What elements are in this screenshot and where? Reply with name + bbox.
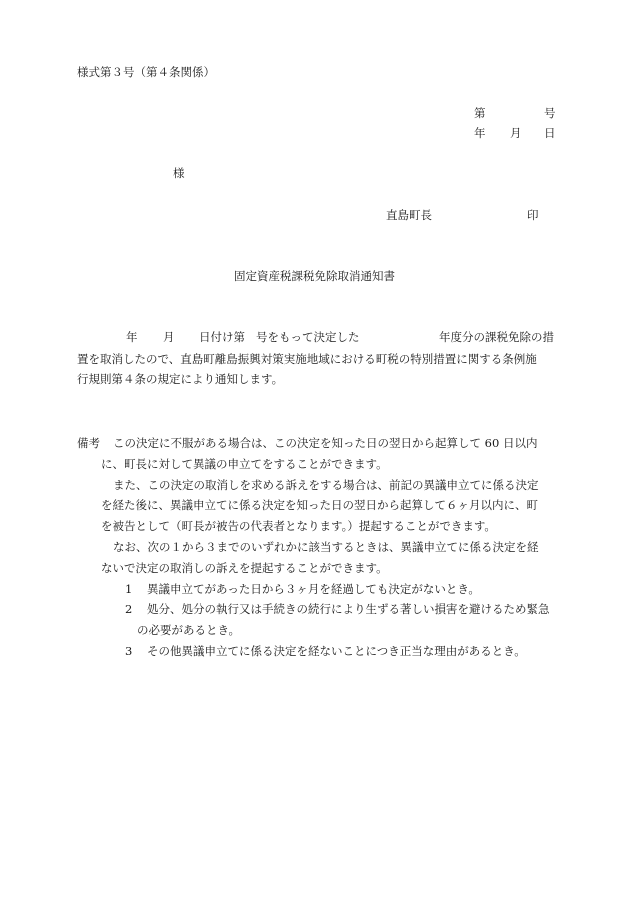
form-label: 様式第３号（第４条関係） [77,65,215,79]
note-item [77,641,557,662]
note-p1-line1: この決定に不服がある場合は、この決定を知った日の翌日から起算して 60 日以内 [113,436,538,450]
note-p2-line2: を経た後に、異議申立てに係る決定を知った日の翌日から起算して６ヶ月以内に、町 [101,498,538,513]
body-date-number: 日付け第 [199,330,245,344]
date-day: 日 [544,126,556,140]
date-year: 年 [474,126,486,140]
note-item-text: の必要があるとき。 [137,623,241,638]
date-month: 月 [510,126,522,140]
document-title: 固定資産税課税免除取消通知書 [234,269,395,283]
note-item-number: 1 [125,581,133,596]
number-suffix: 号 [544,106,556,120]
note-p1-line2: に、町長に対して異議の申立てをすることができます。 [101,456,388,471]
note-item-continuation [77,620,557,641]
body-line-3: 行規則第４条の規定により通知します。 [77,372,284,386]
body-month: 月 [163,330,175,344]
note-line [77,537,557,558]
body-line-2: 置を取消したので、直島町離島振興対策実施地域における町税の特別措置に関する条例施 [77,352,537,366]
issuer-name: 直島町長 [386,208,432,222]
note-p2-line1: また、この決定の取消しを求める訴えをする場合は、前記の異議申立てに係る決定 [113,477,539,492]
note-item-text: 異議申立てがあった日から３ヶ月を経過しても決定がないとき。 [147,581,480,596]
note-p3-line2: ないで決定の取消しの訴えを提起することができます。 [101,560,388,575]
note-line [77,495,557,516]
note-item-text: 処分、処分の執行又は手続きの続行により生ずる著しい損害を避けるため緊急 [147,602,550,617]
notes-label: 備考 [77,436,100,450]
seal-mark: 印 [527,208,539,222]
note-line [77,454,557,475]
note-line [77,516,557,537]
note-line [77,558,557,579]
body-number-decided: 号をもって決定した [256,330,360,344]
body-year: 年 [126,330,138,344]
number-prefix: 第 [474,106,486,120]
note-p3-line1: なお、次の１から３までのいずれかに該当するときは、異議申立てに係る決定を経 [113,539,539,554]
note-item [77,599,557,620]
note-line [77,475,557,496]
note-p2-line3: を被告として（町長が被告の代表者となります。）提起することができます。 [101,519,496,534]
note-item [77,579,557,600]
addressee-honorific: 様 [173,166,185,180]
note-line [77,433,557,454]
note-item-text: その他異議申立てに係る決定を経ないことにつき正当な理由があるとき。 [147,643,526,658]
notes-section [77,433,557,662]
note-item-number: 2 [125,602,133,617]
body-fiscal-year: 年度分の課税免除の措 [439,330,554,344]
note-item-number: 3 [125,643,133,658]
